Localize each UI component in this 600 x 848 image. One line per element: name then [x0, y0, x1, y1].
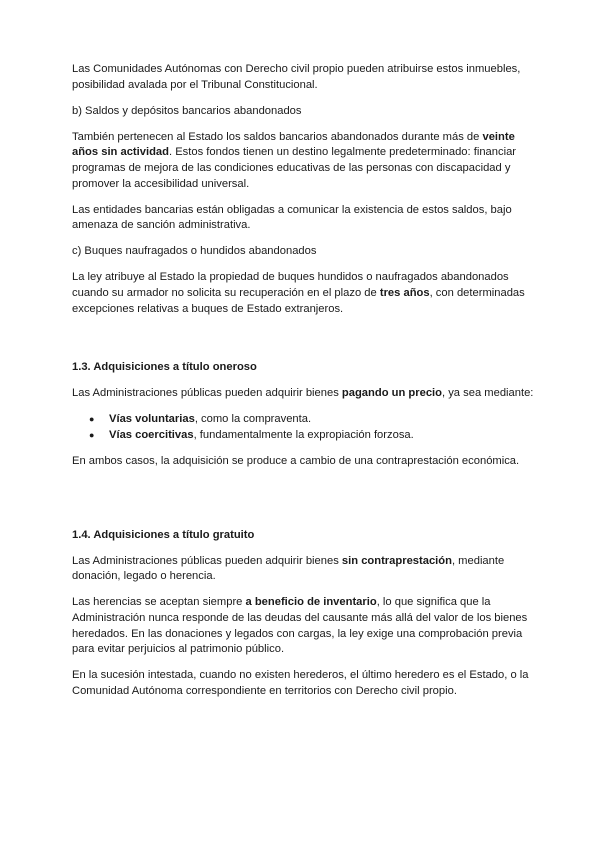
bold-pagando-precio: pagando un precio	[341, 387, 442, 400]
text-run: Las herencias se aceptan siempre	[72, 596, 246, 609]
text-run: , con determinadas excepciones relativas a buques de Estado extranjeros.	[72, 287, 525, 315]
bullet-icon: ●	[89, 430, 95, 440]
text-run: , como la compraventa.	[194, 413, 312, 426]
heading-gratuito: 1.4. Adquisiciones a título gratuito	[72, 528, 255, 541]
paragraph-herencias	[72, 595, 534, 657]
paragraph-oneroso-intro	[72, 386, 534, 402]
subheading-buques: c) Buques naufragados o hundidos abandonados	[72, 245, 317, 258]
paragraph-buques	[72, 270, 534, 317]
bold-sin-contraprestacion: sin contraprestación	[341, 554, 452, 567]
text-run: También pertenecen al Estado los saldos bancarios abandonados durante más de	[72, 130, 483, 143]
paragraph-comunidades: Las Comunidades Autónomas con Derecho civil propio pueden atribuirse estos inmuebles, posibilidad avalada por el Tribunal Constitucional.	[72, 63, 521, 91]
text-run: , fundamentalmente la expropiación forzosa.	[193, 429, 414, 441]
bullet-icon: ●	[89, 414, 95, 425]
text-run: . Estos fondos tienen un destino legalmente predeterminado: financiar programas de mejora de las condiciones educativas de las personas con discapacidad y promover la accesibilidad universal.	[72, 146, 517, 190]
text-run: , ya sea mediante:	[442, 387, 534, 400]
bold-beneficio-inventario: a beneficio de inventario	[245, 596, 377, 609]
text-run: Las Administraciones públicas pueden adquirir bienes	[72, 387, 342, 400]
list-item	[72, 412, 534, 428]
text-run: , lo que significa que la Administración nunca responde de las deudas del causante más allá del valor de los bienes heredados. En las donaciones y legados con cargas, la ley exige una comprobación previa para evitar perjuicios al patrimonio público.	[72, 596, 528, 656]
text-run: La ley atribuye al Estado la propiedad de buques hundidos o naufragados abandonados cuando su armador no solicita su recuperación en el plazo de	[72, 271, 509, 300]
subheading-saldos: b) Saldos y depósitos bancarios abandonados	[72, 104, 302, 117]
bold-vias-voluntarias: Vías voluntarias	[109, 413, 195, 426]
list-item	[72, 428, 534, 444]
bullet-list	[72, 412, 534, 443]
bold-vias-coercitivas: Vías coercitivas	[109, 429, 194, 441]
paragraph-oneroso-closing: En ambos casos, la adquisición se produce a cambio de una contraprestación económica.	[72, 455, 520, 468]
paragraph-gratuito-intro	[72, 554, 534, 585]
paragraph-entidades: Las entidades bancarias están obligadas a comunicar la existencia de estos saldos, bajo amenaza de sanción administrativa.	[72, 203, 512, 232]
text-run: , mediante donación, legado o herencia.	[72, 554, 505, 583]
heading-oneroso: 1.3. Adquisiciones a título oneroso	[72, 361, 257, 374]
bold-tres-anos: tres años	[379, 287, 430, 300]
document-page	[72, 62, 534, 700]
paragraph-saldos	[72, 130, 534, 192]
bold-veinte-anos: veinte años sin actividad	[72, 130, 515, 159]
text-run: Las Administraciones públicas pueden adquirir bienes	[72, 554, 342, 567]
paragraph-sucesion: En la sucesión intestada, cuando no existen herederos, el último heredero es el Estado, o la Comunidad Autónoma correspondiente en territorios con Derecho civil propio.	[72, 669, 529, 697]
